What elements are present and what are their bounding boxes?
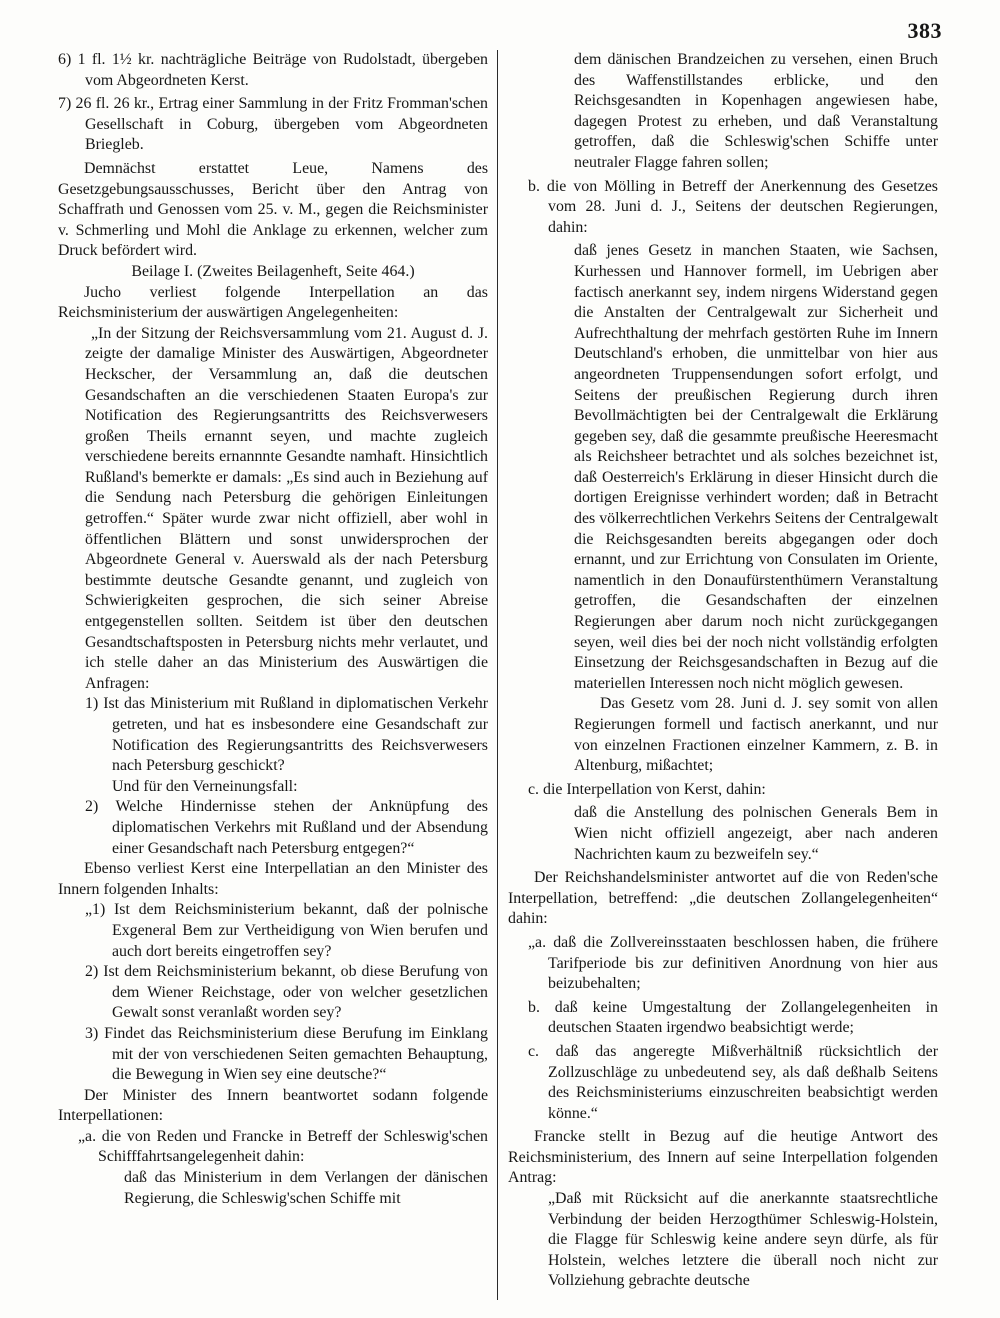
answer-item-b-text: daß jenes Gesetz in manchen Staaten, wie Sachsen, Kurhessen und Hannover formell, im Uebrigen aber factisch anerkannt sey, indem nirgens Widerstand gegen die Anstalten der Centralgewalt zur Sicherheit und Aufrechthaltung der mehrfach gestörten Ruhe im Innern Deutschland's erhoben, die unmittelbar von hier aus angeordneten Truppensendungen sofort erfolgt, und Seitens der preußischen Regierung durch ihren Bevollmächtigten bei der Centralgewalt die Erklärung gegeben sey, daß die gesammte preußische Heeresmacht als Reichsheer betrachtet und als solches bezeichnet ist, daß Oesterreich's Erklärung in dieser Hinsicht durch die dortigen Ereignisse verhindert worden; daß in Betracht des völkerrechtlichen Verkehrs Seitens der Centralgewalt die Reichsgesandten bereits abgegangen oder doch ernannt, und zur Errichtung von Consulaten im Oriente, namentlich in den Donaufürstenthümern Veranstaltung getroffen, die Gesandschaften der einzelnen Regierungen aber darum noch nicht zurückgegangen seyen, weil dies bei der noch nicht vollständig erfolgten Einsetzung der Reichsgesandschaften in Bezug auf die materiellen Interessen noch nicht möglich gewesen. [574,242,938,692]
column-divider [497,50,498,1300]
answer-item-b: b. die von Mölling in Betreff der Anerkennung des Gesetzes vom 28. Juni d. J., Seitens der deutschen Regierungen, dahin: [528,177,938,236]
paragraph-jucho-intro: Jucho verliest folgende Interpellation an das Reichsministerium der auswärtigen Angelegenheiten: [58,283,488,322]
left-column [58,50,488,1209]
paragraph-negation-case: Und für den Verneinungsfall: [112,777,298,795]
answer-item-a-continued: dem dänischen Brandzeichen zu versehen, einen Bruch des Waffenstillstandes erblicke, und den Reichsgesandten in Kopenhagen angewiesen habe, dagegen Protest zu erheben, und daß Veranstaltung getroffen, daß die Schleswig'schen Schiffe unter neutraler Flagge fahren sollen; [574,51,938,171]
answer-item-b-conclusion: Das Gesetz vom 28. Juni d. J. sey somit von allen Regierungen formell und factisch anerkannt, und nur von einzelnen Fractionen einzelner Kammern, z. B. in Altenburg, mißachtet; [574,695,938,775]
paragraph-francke-motion-text: „Daß mit Rücksicht auf die anerkannte staatsrechtliche Verbindung der beiden Herzogthümer Schleswig-Holstein, die Flagge für Schleswig keine andere seyn dürfe, als für Holstein, welches letztere die überall noch nicht zur Vollziehung gebrachte deutsche [548,1190,938,1290]
question-jucho-1: 1) Ist das Ministerium mit Rußland in diplomatischen Verkehr getreten, und hat es insbesondere eine Gesandschaft zur Notification des Regierungsantritts des Reichsverwesers nach Petersburg geschickt? [85,695,488,775]
paragraph-trade-minister: Der Reichshandelsminister antwortet auf die von Reden'sche Interpellation, betreffend: „die deutschen Zollangelegenheiten“ dahin: [508,869,938,928]
answer-item-a: „a. die von Reden und Francke in Betreff der Schleswig'schen Schifffahrtsangelegenheit dahin: [78,1127,488,1166]
question-kerst-1: „1) Ist dem Reichsministerium bekannt, daß der polnische Exgeneral Bem zur Vertheidigung von Wien berufen und auch dort bereits eingetroffen sey? [85,901,488,960]
question-kerst-3: 3) Findet das Reichsministerium diese Berufung im Einklang mit der von verschiedenen Seiten gemachten Behauptung, die Bewegung in Wien sey eine deutsche?“ [85,1024,488,1084]
paragraph-minister-answers: Der Minister des Innern beantwortet sodann folgende Interpellationen: [58,1086,488,1125]
question-jucho-2: 2) Welche Hindernisse stehen der Anknüpfung des diplomatischen Verkehrs mit Rußland und der Absendung einer Gesandschaft nach Petersburg entgegen?“ [85,798,488,857]
paragraph-francke-motion: Francke stellt in Bezug auf die heutige Antwort des Reichsministerium, des Innern auf seine Interpellation folgenden Antrag: [508,1128,938,1187]
paragraph-jucho-interpellation: „In der Sitzung der Reichsversammlung vom 21. August d. J. zeigte der damalige Minister des Auswärtigen, Abgeordneter Heckscher, der Versammlung an, daß die deutschen Gesandschaften an die verschiedenen Staaten Europa's zur Notification des Regierungsantritts des Reichsverwesers großen Theils ernannt seyen, und machte zugleich verschiedene bereits ernannnte Gesandte namhaft. Hinsichtlich Rußland's bemerkte er damals: „Es sind auch in Beziehung auf die Sendung nach Petersburg die gehörigen Einleitungen getroffen.“ Später wurde zwar nicht offiziell, aber wohl in öffentlichen Blättern und sonst unwidersprochen der Abgeordnete General v. Auerswald als der nach Petersburg bestimmte deutsche Gesandte genannt, und zugleich von Schwierigkeiten gesprochen, die sich seiner Abreise entgegenstellen sollten. Seitdem ist über den deutschen Gesandtschaftsposten in Petersburg nichts mehr verlautet, und ich stelle daher an das Ministerium des Auswärtigen die Anfragen: [85,324,488,692]
answer-item-c: c. die Interpellation von Kerst, dahin: [528,780,766,798]
trade-answer-b: b. daß keine Umgestaltung der Zollangelegenheiten in deutschen Staaten irgendwo beabsichtigt werde; [528,998,938,1037]
list-item-donation-7: 7) 26 fl. 26 kr., Ertrag einer Sammlung in der Fritz Fromman'schen Gesellschaft in Coburg, übergeben vom Abgeordneten Briegleb. [58,95,488,154]
trade-answer-a: „a. daß die Zollvereinsstaaten beschlossen haben, die frühere Tarifperiode bis zur definitiven Anordnung von hier aus beizubehalten; [528,933,938,993]
paragraph-kerst-intro: Ebenso verliest Kerst eine Interpellatian an den Minister des Innern folgenden Inhalts: [58,860,488,898]
list-item-donation-6: 6) 1 fl. 1½ kr. nachträgliche Beiträge von Rudolstadt, übergeben vom Abgeordneten Kerst. [58,51,488,89]
question-kerst-2: 2) Ist dem Reichsministerium bekannt, ob diese Berufung von dem Wiener Reichstage, oder von welcher gesetzlichen Gewalt sonst veranlaßt worden sey? [85,963,488,1022]
attachment-reference: Beilage I. (Zweites Beilagenheft, Seite 464.) [131,262,415,280]
trade-answer-c: c. daß das angeregte Mißverhältniß rücksichtlich der Zollzuschläge zu unbedeutend sey, als daß deßhalb Seitens des Reichsministeriums einzuschreiten beabsichtigt werden könne.“ [528,1042,938,1122]
answer-item-a-text: daß das Ministerium in dem Verlangen der dänischen Regierung, die Schleswig'schen Schiffe mit [124,1169,488,1207]
answer-item-c-text: daß die Anstellung des polnischen Generals Bem in Wien nicht offiziell angezeigt, aber nach anderen Nachrichten kaum zu bezweifeln sey.“ [574,804,938,863]
paragraph-report-leue: Demnächst erstattet Leue, Namens des Gesetzgebungsausschusses, Bericht über den Antrag von Schaffrath und Genossen vom 25. v. M., gegen die Reichsminister v. Schmerling und Mohl die Anklage zu erkennen, welcher zum Druck befördert wird. [58,159,488,260]
right-column [508,50,938,1292]
page-number: 383 [907,18,942,43]
